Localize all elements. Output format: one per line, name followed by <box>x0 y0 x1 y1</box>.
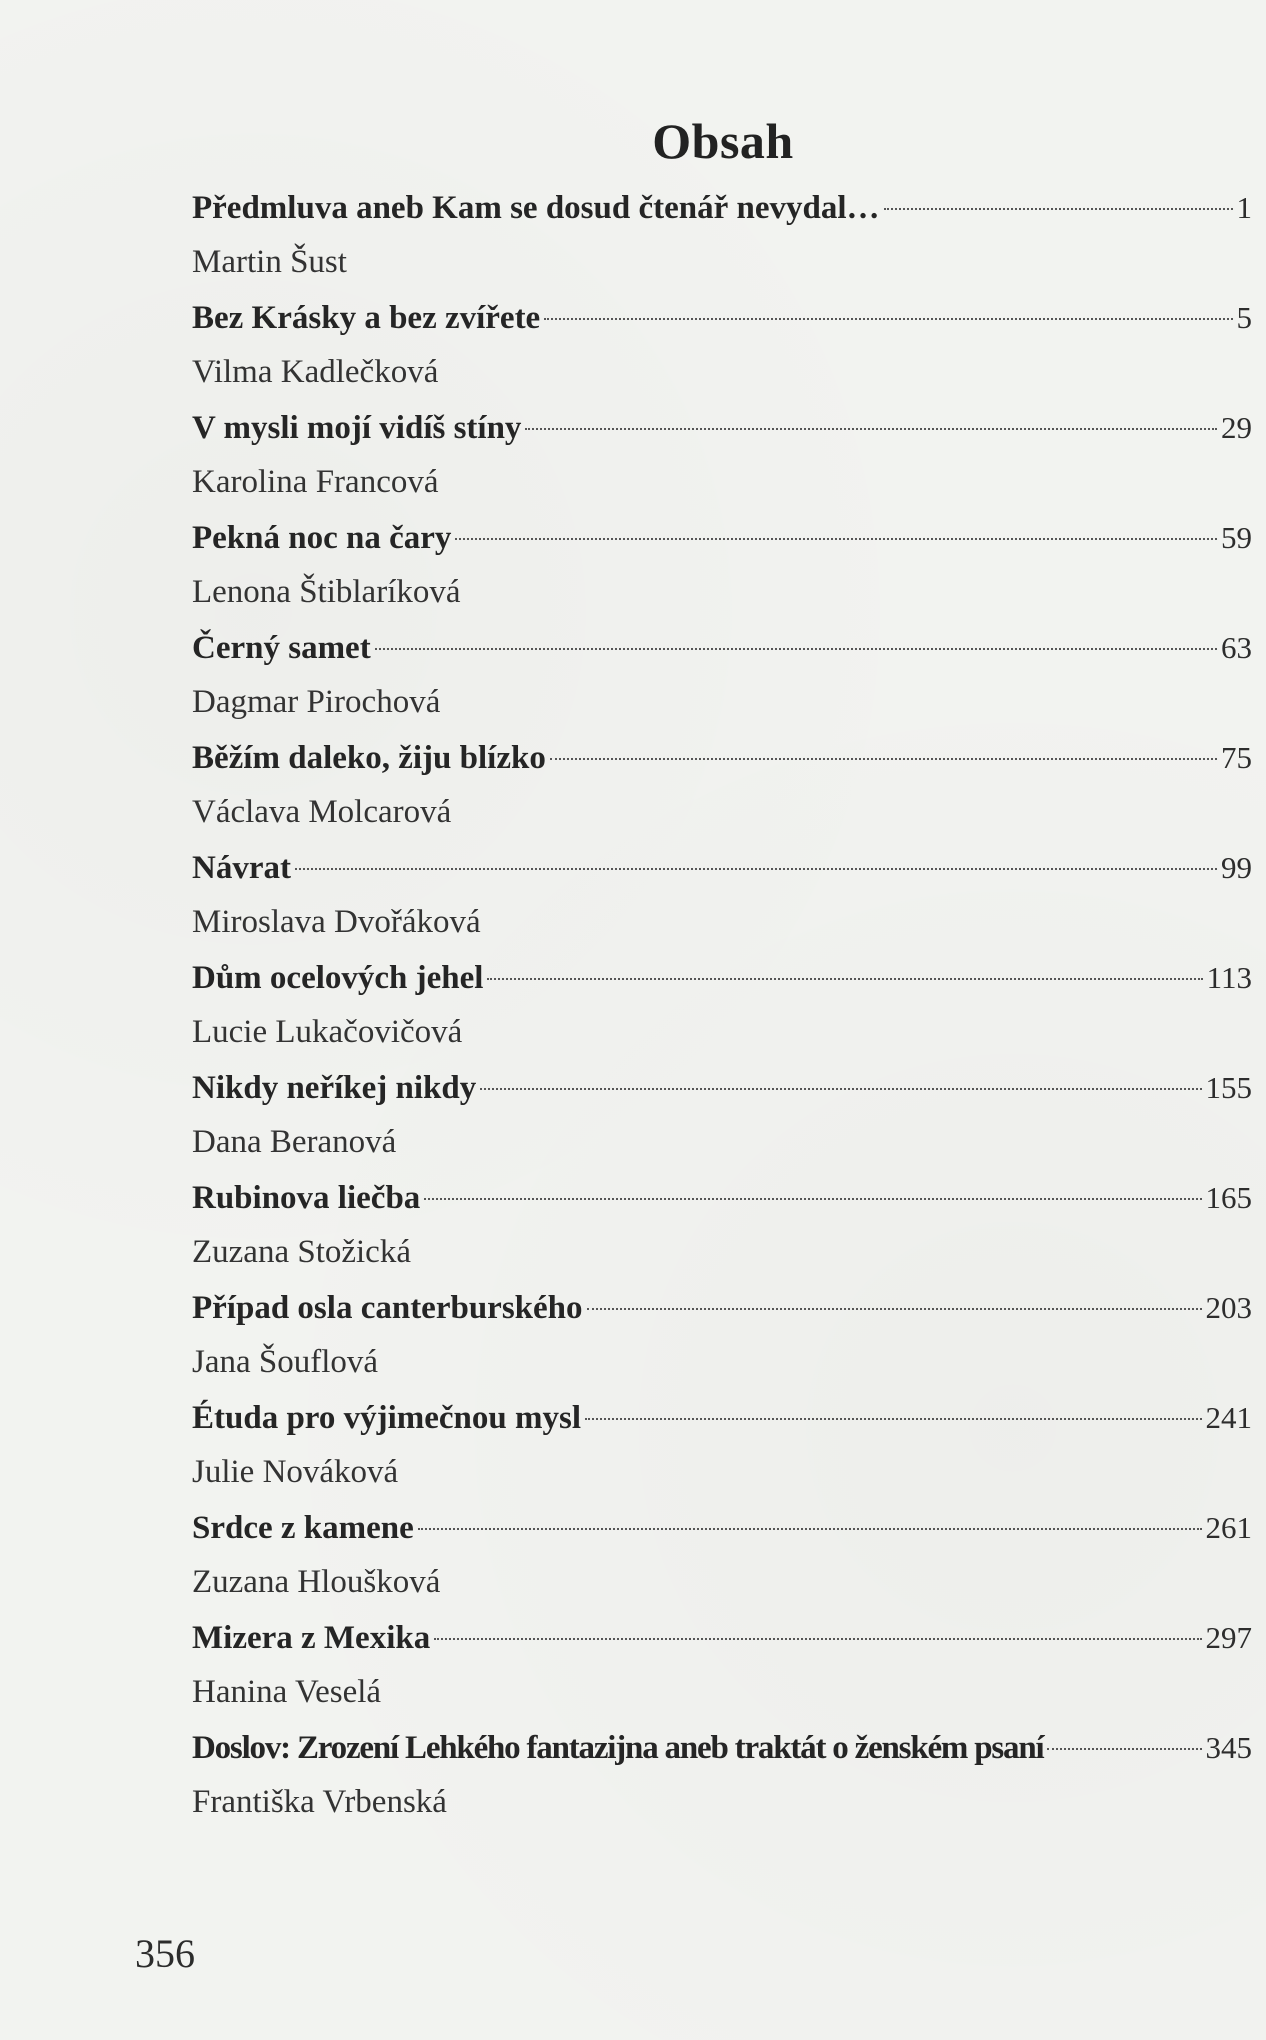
entry-page-number: 165 <box>1205 1180 1252 1215</box>
toc-entry-line <box>192 1280 1252 1335</box>
toc-entry <box>192 950 1252 1060</box>
dot-leader <box>550 758 1217 760</box>
dot-leader <box>455 538 1217 540</box>
toc-entry-line <box>192 950 1252 1005</box>
entry-page-number: 241 <box>1205 1400 1252 1435</box>
toc-entry-line <box>192 1390 1252 1445</box>
entry-title: Návrat <box>192 850 291 886</box>
toc-entry <box>192 180 1252 290</box>
toc-entry <box>192 620 1252 730</box>
entry-title: Běžím daleko, žiju blízko <box>192 740 546 776</box>
entry-page-number: 59 <box>1221 520 1252 555</box>
entry-title: Étuda pro výjimečnou mysl <box>192 1400 582 1436</box>
toc-entry-line <box>192 1610 1252 1665</box>
entry-author: Františka Vrbenská <box>192 1784 447 1820</box>
dot-leader <box>418 1528 1202 1530</box>
dot-leader <box>424 1198 1201 1200</box>
dot-leader <box>587 1308 1202 1310</box>
toc-entry-line <box>192 730 1252 785</box>
entry-author: Dana Beranová <box>192 1124 397 1160</box>
dot-leader <box>884 208 1233 210</box>
toc-entry <box>192 510 1252 620</box>
entry-title: Pekná noc na čary <box>192 520 452 556</box>
entry-page-number: 155 <box>1205 1070 1252 1105</box>
toc-entry <box>192 400 1252 510</box>
entry-title: Srdce z kamene <box>192 1510 414 1546</box>
entry-author: Vilma Kadlečková <box>192 354 439 390</box>
toc-entry-line <box>192 290 1252 345</box>
entry-title: Bez Krásky a bez zvířete <box>192 300 541 336</box>
entry-page-number: 113 <box>1206 960 1252 995</box>
toc-entry <box>192 1610 1252 1720</box>
dot-leader <box>434 1638 1201 1640</box>
entry-author: Dagmar Pirochová <box>192 684 441 720</box>
entry-author: Julie Nováková <box>192 1454 399 1490</box>
toc-entry-line <box>192 840 1252 895</box>
entry-title: Mizera z Mexika <box>192 1620 431 1656</box>
toc-entry <box>192 1720 1252 1830</box>
entry-author: Lenona Štiblaríková <box>192 574 461 610</box>
entry-title: Předmluva aneb Kam se dosud čtenář nevydal… <box>192 190 880 226</box>
entry-title: Dům ocelových jehel <box>192 960 484 996</box>
entry-author: Zuzana Hloušková <box>192 1564 441 1600</box>
toc-entry-line <box>192 1720 1252 1775</box>
dot-leader <box>525 428 1217 430</box>
dot-leader <box>295 868 1217 870</box>
entry-title: Černý samet <box>192 630 371 666</box>
toc-entry <box>192 290 1252 400</box>
toc-entry <box>192 1500 1252 1610</box>
toc-entry <box>192 1170 1252 1280</box>
entry-page-number: 1 <box>1236 190 1252 225</box>
entry-title: Doslov: Zrození Lehkého fantazijna aneb traktát o ženském psaní <box>192 1730 1044 1766</box>
entry-author: Martin Šust <box>192 244 347 280</box>
toc-entry-line <box>192 1060 1252 1115</box>
toc-entry <box>192 1280 1252 1390</box>
toc-entry-line <box>192 620 1252 675</box>
toc-entry <box>192 840 1252 950</box>
entry-title: Nikdy neříkej nikdy <box>192 1070 477 1106</box>
dot-leader <box>480 1088 1201 1090</box>
toc-entry <box>192 1060 1252 1170</box>
table-of-contents <box>192 180 1252 1830</box>
entry-page-number: 99 <box>1221 850 1252 885</box>
entry-page-number: 63 <box>1221 630 1252 665</box>
entry-author: Zuzana Stožická <box>192 1234 411 1270</box>
entry-page-number: 29 <box>1221 410 1252 445</box>
entry-author: Miroslava Dvořáková <box>192 904 481 940</box>
entry-page-number: 261 <box>1205 1510 1252 1545</box>
toc-entry-line <box>192 1500 1252 1555</box>
entry-author: Hanina Veselá <box>192 1674 382 1710</box>
dot-leader <box>1047 1748 1201 1750</box>
toc-entry-line <box>192 180 1252 235</box>
entry-author: Karolina Francová <box>192 464 439 500</box>
entry-title: Případ osla canterburského <box>192 1290 583 1326</box>
entry-title: V mysli mojí vidíš stíny <box>192 410 522 446</box>
entry-author: Václava Molcarová <box>192 794 452 830</box>
entry-page-number: 297 <box>1205 1620 1252 1655</box>
toc-entry-line <box>192 1170 1252 1225</box>
page-number: 356 <box>135 1931 195 1976</box>
toc-entry <box>192 1390 1252 1500</box>
entry-page-number: 75 <box>1221 740 1252 775</box>
entry-author: Lucie Lukačovičová <box>192 1014 463 1050</box>
entry-page-number: 345 <box>1205 1730 1252 1765</box>
dot-leader <box>487 978 1202 980</box>
entry-title: Rubinova liečba <box>192 1180 421 1216</box>
entry-page-number: 5 <box>1236 300 1252 335</box>
toc-entry <box>192 730 1252 840</box>
dot-leader <box>544 318 1232 320</box>
entry-page-number: 203 <box>1205 1290 1252 1325</box>
entry-author: Jana Šouflová <box>192 1344 379 1380</box>
dot-leader <box>375 648 1217 650</box>
page-title: Obsah <box>652 113 794 169</box>
dot-leader <box>585 1418 1201 1420</box>
toc-entry-line <box>192 400 1252 455</box>
toc-entry-line <box>192 510 1252 565</box>
